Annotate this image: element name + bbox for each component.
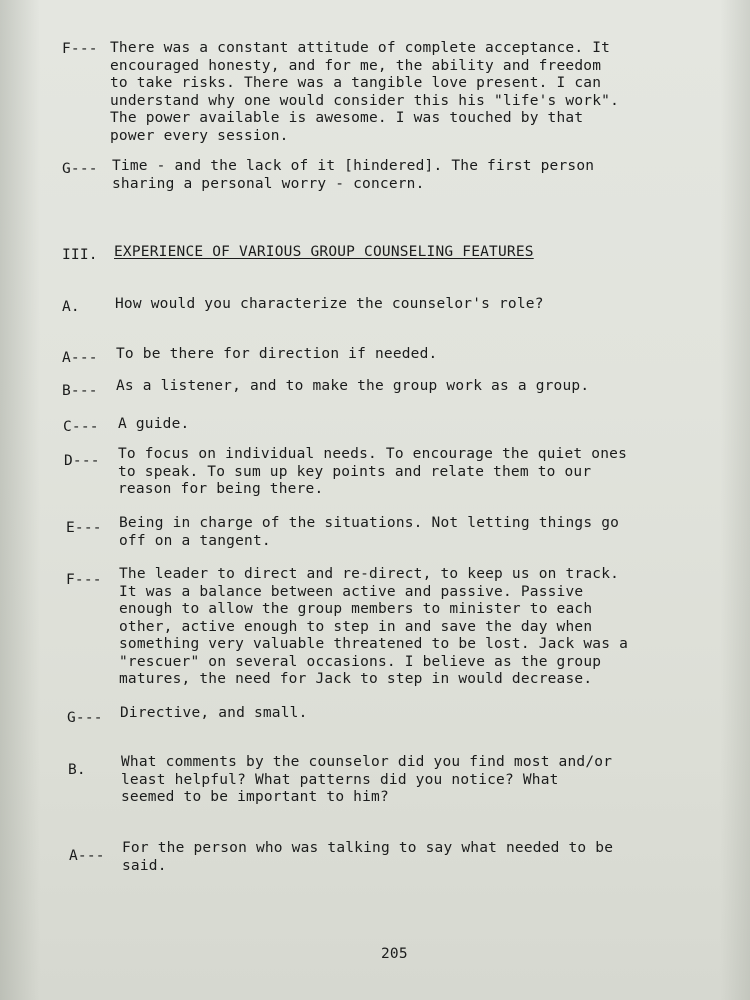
text-line: least helpful? What patterns did you notice? What bbox=[121, 771, 559, 788]
section-number: III. bbox=[62, 247, 98, 263]
section-title: EXPERIENCE OF VARIOUS GROUP COUNSELING FEATURES bbox=[114, 244, 534, 260]
answer-text bbox=[116, 346, 437, 364]
answer-label: E--- bbox=[66, 520, 102, 536]
entry-text bbox=[112, 158, 594, 193]
answer-text bbox=[116, 378, 589, 396]
text-line: power every session. bbox=[110, 127, 289, 144]
text-line: encouraged honesty, and for me, the ability and freedom bbox=[110, 57, 602, 74]
entry-label: F--- bbox=[62, 41, 98, 57]
answer-label: G--- bbox=[67, 710, 103, 726]
text-line: There was a constant attitude of complete acceptance. It bbox=[110, 40, 611, 56]
answer-text bbox=[119, 566, 628, 689]
page-shadow-right bbox=[720, 0, 750, 1000]
answer-text bbox=[120, 705, 308, 723]
text-line: to take risks. There was a tangible love present. I can bbox=[110, 75, 602, 91]
text-line: To focus on individual needs. To encourage the quiet ones bbox=[118, 446, 627, 462]
text-line: For the person who was talking to say what needed to be bbox=[122, 840, 614, 856]
question-text: How would you characterize the counselor's role? bbox=[115, 296, 544, 312]
answer-label: B--- bbox=[62, 383, 98, 399]
text-line: Time - and the lack of it [hindered]. The first person bbox=[112, 158, 595, 174]
answer-label: A--- bbox=[62, 350, 98, 366]
question-label: A. bbox=[62, 299, 80, 315]
question-label: B. bbox=[68, 762, 86, 778]
answer-label: D--- bbox=[64, 453, 100, 469]
text-line: sharing a personal worry - concern. bbox=[112, 175, 425, 192]
text-line: The power available is awesome. I was touched by that bbox=[110, 110, 584, 126]
text-line: Being in charge of the situations. Not letting things go bbox=[119, 515, 620, 531]
text-line: A guide. bbox=[118, 416, 190, 432]
text-line: seemed to be important to him? bbox=[121, 789, 389, 805]
answer-text bbox=[118, 446, 627, 499]
text-line: "rescuer" on several occasions. I believe as the group bbox=[119, 653, 602, 670]
text-line: other, active enough to step in and save the day when bbox=[119, 618, 593, 635]
text-line: said. bbox=[122, 857, 167, 874]
answer-text bbox=[119, 515, 619, 550]
question-text bbox=[121, 754, 612, 807]
answer-label: F--- bbox=[66, 572, 102, 588]
text-line: To be there for direction if needed. bbox=[116, 346, 438, 362]
page-number: 205 bbox=[381, 946, 408, 962]
answer-text bbox=[122, 840, 613, 875]
text-line: matures, the need for Jack to step in would decrease. bbox=[119, 671, 593, 687]
text-line: reason for being there. bbox=[118, 481, 324, 497]
text-line: The leader to direct and re-direct, to keep us on track. bbox=[119, 566, 620, 582]
text-line: something very valuable threatened to be lost. Jack was a bbox=[119, 636, 628, 652]
entry-label: G--- bbox=[62, 161, 98, 177]
entry-text bbox=[110, 40, 619, 145]
answer-text bbox=[118, 416, 189, 434]
text-line: Directive, and small. bbox=[120, 705, 308, 721]
text-line: to speak. To sum up key points and relate them to our bbox=[118, 463, 592, 480]
text-line: understand why one would consider this his "life's work". bbox=[110, 92, 619, 109]
text-line: What comments by the counselor did you find most and/or bbox=[121, 754, 613, 770]
text-line: enough to allow the group members to minister to each bbox=[119, 601, 593, 617]
answer-label: A--- bbox=[69, 848, 105, 864]
answer-label: C--- bbox=[63, 419, 99, 435]
text-line: It was a balance between active and passive. Passive bbox=[119, 583, 584, 600]
text-line: As a listener, and to make the group work as a group. bbox=[116, 378, 590, 394]
text-line: off on a tangent. bbox=[119, 532, 271, 549]
page-shadow-left bbox=[0, 0, 40, 1000]
